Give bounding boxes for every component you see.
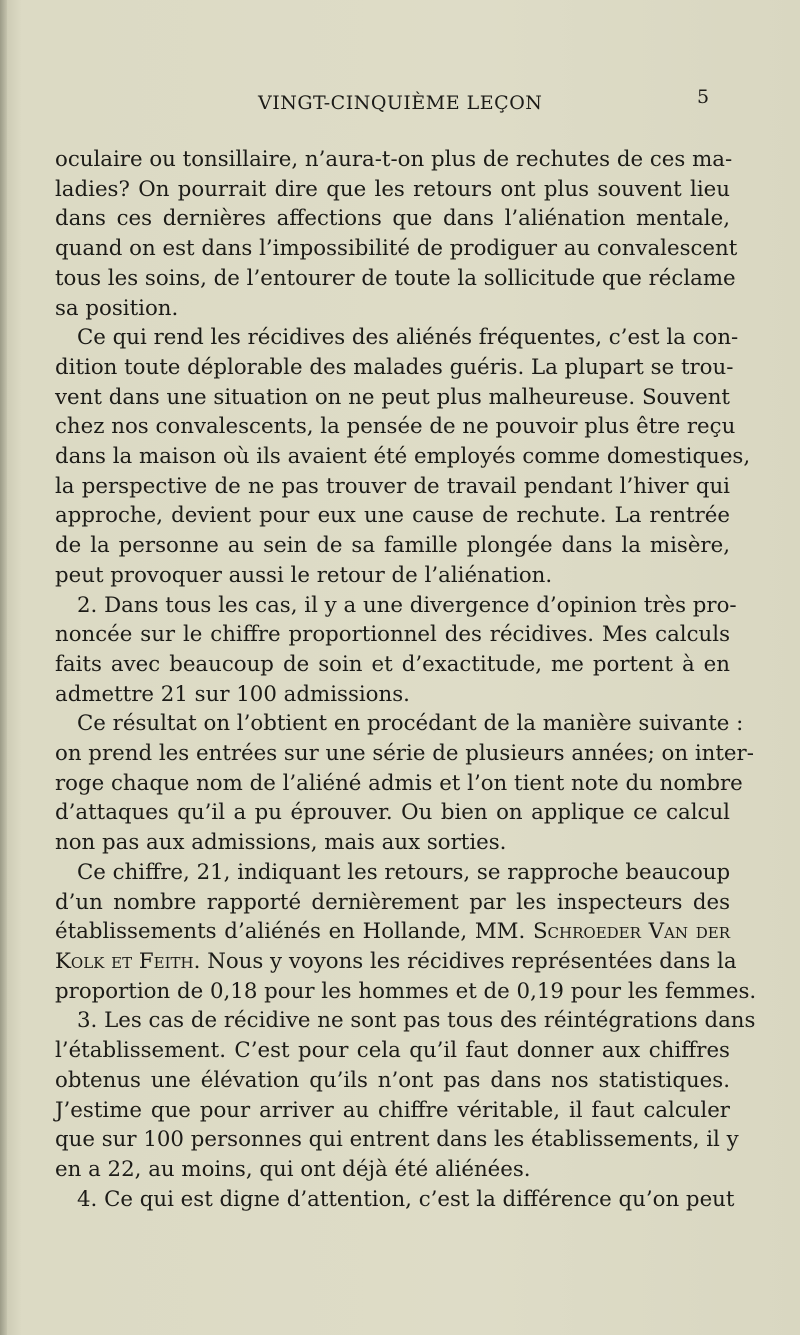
text-line: de la personne au sein de sa famille plongée dans la misère,: [55, 533, 730, 559]
text-line: oculaire ou tonsillaire, n’aura-t-on plus de rechutes de ces ma-: [55, 147, 733, 172]
text-line: quand on est dans l’impossibilité de prodiguer au convalescent: [55, 236, 738, 262]
text-line: faits avec beaucoup de soin et d’exactitude, me portent à en: [55, 651, 730, 677]
text-line: dans ces dernières affections que dans l’aliénation mentale,: [55, 206, 730, 232]
text-line: chez nos convalescents, la pensée de ne pouvoir plus être reçu: [55, 414, 736, 440]
text-line: dans la maison où ils avaient été employés comme domestiques,: [55, 444, 751, 470]
text-line-with-names: [55, 917, 730, 947]
text-line: Ce qui rend les récidives des aliénés fréquentes, c’est la con-: [77, 325, 739, 351]
text-line: d’un nombre rapporté dernièrement par les inspecteurs des: [55, 889, 730, 915]
text-line: J’estime que pour arriver au chiffre véritable, il faut calculer: [55, 1097, 730, 1123]
page-number: 5: [697, 86, 710, 108]
text-fragment: établissements d’aliénés en Hollande, MM.: [55, 919, 526, 945]
text-line: sa position.: [55, 295, 179, 321]
binding-edge: [0, 0, 7, 1335]
text-line: que sur 100 personnes qui entrent dans les établissements, il y: [55, 1127, 739, 1153]
text-fragment: Nous y voyons les récidives représentées dans la: [207, 948, 737, 974]
text-line: roge chaque nom de l’aliéné admis et l’on tient note du nombre: [55, 770, 743, 796]
text-line: tous les soins, de l’entourer de toute la sollicitude que réclame: [55, 265, 736, 291]
text-line: noncée sur le chiffre proportionnel des récidives. Mes calculs: [55, 622, 730, 648]
text-line: Ce chiffre, 21, indiquant les retours, se rapproche beaucoup: [77, 859, 731, 885]
text-line: vent dans une situation on ne peut plus malheureuse. Souvent: [55, 384, 730, 410]
text-line: 2. Dans tous les cas, il y a une divergence d’opinion très pro-: [77, 592, 737, 618]
text-line: 3. Les cas de récidive ne sont pas tous des réintégrations dans: [77, 1008, 756, 1034]
text-line: d’attaques qu’il a pu éprouver. Ou bien on applique ce calcul: [55, 800, 730, 826]
text-line: non pas aux admissions, mais aux sorties.: [55, 830, 507, 856]
text-line: dition toute déplorable des malades guéris. La plupart se trou-: [55, 354, 734, 380]
text-line: approche, devient pour eux une cause de rechute. La rentrée: [55, 503, 730, 529]
author-name: Kolk et: [55, 948, 133, 974]
text-line: ladies? On pourrait dire que les retours ont plus souvent lieu: [55, 176, 730, 202]
text-line: on prend les entrées sur une série de plusieurs années; on inter-: [55, 741, 754, 767]
text-line: peut provoquer aussi le retour de l’aliénation.: [55, 562, 553, 588]
author-name: Feith.: [138, 948, 201, 974]
text-line-with-names: [55, 947, 737, 977]
text-line: Ce résultat on l’obtient en procédant de la manière suivante :: [77, 711, 744, 737]
running-head: VINGT-CINQUIÈME LEÇON: [258, 92, 543, 114]
body-text: [55, 145, 757, 1214]
author-name: Schroeder Van der: [532, 919, 730, 945]
text-line: la perspective de ne pas trouver de travail pendant l’hiver qui: [55, 473, 730, 499]
text-line: 4. Ce qui est digne d’attention, c’est la différence qu’on peut: [77, 1186, 735, 1212]
text-line: admettre 21 sur 100 admissions.: [55, 681, 410, 707]
text-line: obtenus une élévation qu’ils n’ont pas dans nos statistiques.: [55, 1067, 730, 1093]
text-line: en a 22, au moins, qui ont déjà été aliénées.: [55, 1156, 531, 1182]
text-line: proportion de 0,18 pour les hommes et de 0,19 pour les femmes.: [55, 978, 757, 1004]
text-line: l’établissement. C’est pour cela qu’il faut donner aux chiffres: [55, 1038, 730, 1064]
